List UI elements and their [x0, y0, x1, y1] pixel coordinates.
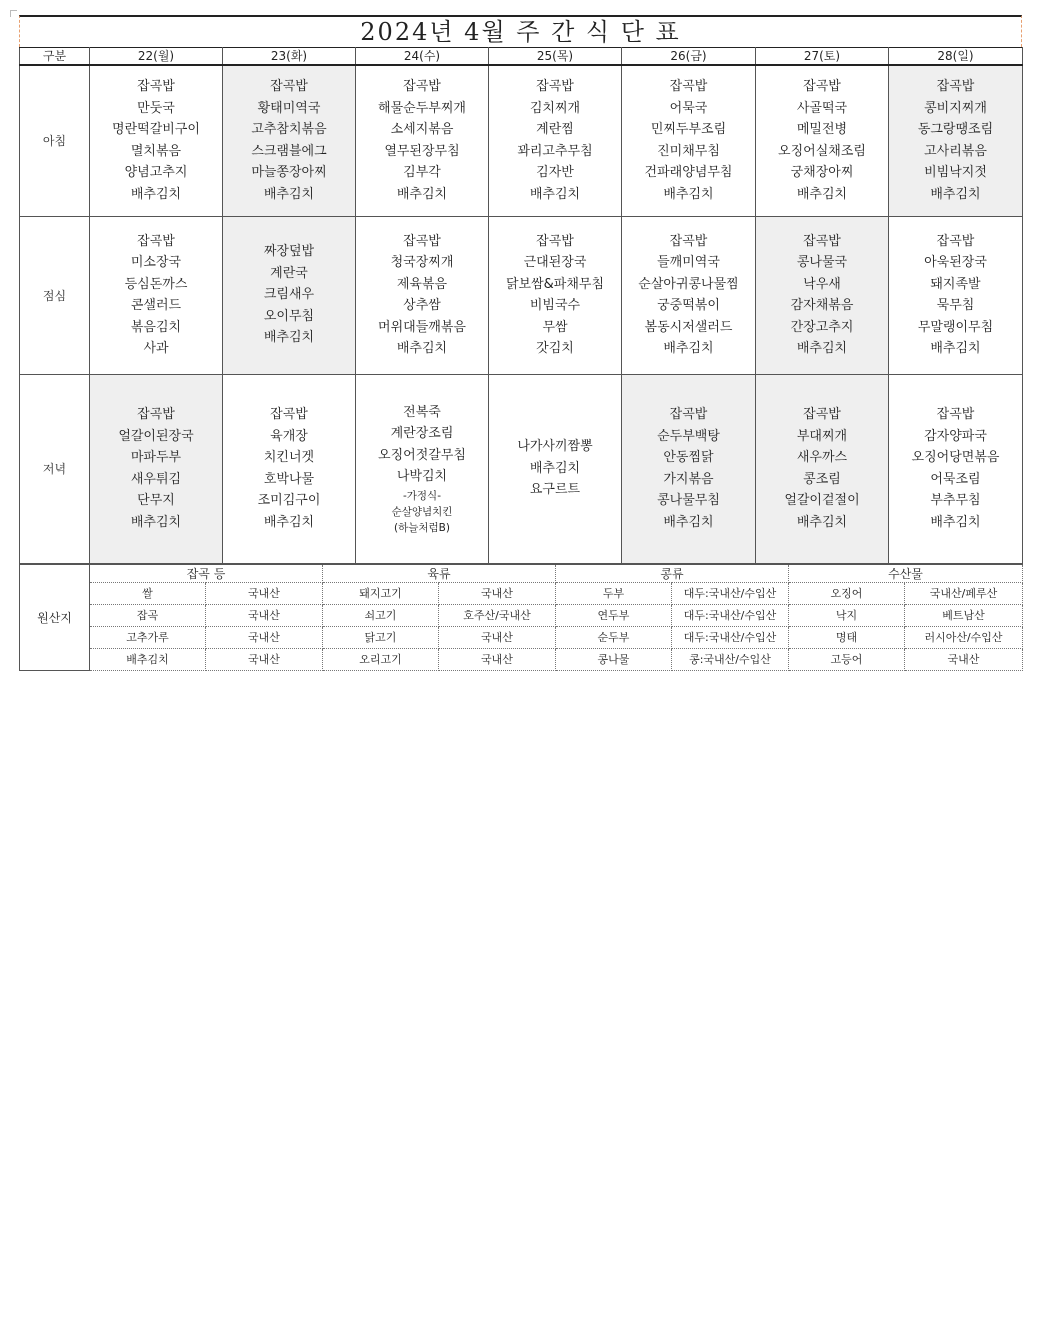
- page-title: 2024년 4월 주 간 식 단 표: [19, 15, 1022, 47]
- menu-item: 배추김치: [930, 514, 981, 530]
- day-header: 23(화): [223, 48, 356, 66]
- menu-cell: [756, 374, 889, 563]
- menu-item: 콩나물무침: [657, 493, 720, 508]
- origin-item: 잡곡: [90, 604, 206, 626]
- menu-item: 잡곡밥: [403, 233, 441, 249]
- origin-country: 대두:국내산/수입산: [672, 582, 789, 604]
- menu-item: 오이무침: [263, 308, 315, 324]
- menu-cell: [889, 216, 1023, 374]
- origin-country: 호주산/국내산: [439, 604, 556, 626]
- origin-item: 두부: [556, 582, 672, 604]
- menu-item: 배추김치: [263, 330, 315, 346]
- menu-item: 멸치볶음: [130, 143, 182, 159]
- origin-country: 국내산: [905, 648, 1023, 670]
- day-header: 24(수): [356, 48, 489, 66]
- origin-item: 연두부: [556, 604, 672, 626]
- menu-item: 잡곡밥: [669, 79, 708, 95]
- menu-item: 새우튀김: [130, 471, 182, 487]
- origin-category: 육류: [323, 564, 556, 582]
- menu-item: 잡곡밥: [137, 79, 175, 95]
- menu-item: 해물순두부찌개: [378, 100, 466, 116]
- menu-item: 잡곡밥: [936, 233, 975, 249]
- menu-item: 잡곡밥: [536, 233, 574, 249]
- origin-item: 쌀: [90, 582, 206, 604]
- origin-item: 쇠고기: [323, 604, 439, 626]
- menu-item: 오징어실채조림: [778, 143, 866, 159]
- menu-item: 들깨미역국: [657, 255, 720, 270]
- meal-label-breakfast: 아침: [20, 65, 90, 216]
- menu-item: 닭보쌈&파채무침: [505, 276, 605, 292]
- menu-item: 돼지족발: [930, 276, 981, 292]
- origin-row: [20, 648, 1023, 670]
- origin-item: 닭고기: [323, 626, 439, 648]
- origin-item: 콩나물: [556, 648, 672, 670]
- menu-item: 궁채장아찌: [790, 165, 854, 181]
- menu-item: 잡곡밥: [270, 407, 308, 422]
- menu-item: 배추김치: [930, 186, 981, 202]
- menu-item: 비빔국수: [529, 298, 581, 313]
- weekly-menu-table: [19, 47, 1023, 564]
- menu-cell: [356, 216, 489, 374]
- day-header: 28(일): [889, 48, 1023, 66]
- origin-country: 러시아산/수입산: [905, 626, 1023, 648]
- origin-country: 국내산/페루산: [905, 582, 1023, 604]
- breakfast-row: [20, 65, 1023, 216]
- menu-item: 오징어당면볶음: [911, 450, 1000, 465]
- day-header: 22(월): [90, 48, 223, 66]
- menu-item: 잡곡밥: [137, 407, 175, 422]
- menu-sheet: [19, 15, 1022, 671]
- menu-item: 무쌈: [542, 319, 568, 335]
- menu-item: 오징어젓갈무침: [378, 447, 466, 463]
- origin-category-row: [20, 564, 1023, 582]
- menu-item: 계란찜: [536, 122, 574, 138]
- origin-item: 오징어: [789, 582, 905, 604]
- menu-item: 등심돈까스: [124, 276, 188, 292]
- menu-item: 어묵국: [669, 100, 708, 116]
- menu-item: 열무된장무침: [384, 143, 460, 159]
- menu-item: 김부각: [403, 165, 441, 181]
- menu-cell: [356, 65, 489, 216]
- menu-cell: [756, 65, 889, 216]
- menu-item: 잡곡밥: [536, 79, 574, 95]
- origin-item: 배추김치: [90, 648, 206, 670]
- origin-country: 국내산: [439, 582, 556, 604]
- menu-item: 양념고추지: [124, 165, 188, 181]
- menu-item: 콘샐러드: [130, 298, 182, 313]
- menu-item: 배추김치: [396, 341, 448, 356]
- origin-country: 콩:국내산/수입산: [672, 648, 789, 670]
- menu-item: 조미김구이: [257, 493, 321, 508]
- menu-item: 계란국: [270, 265, 308, 281]
- menu-item: 부추무침: [930, 493, 981, 508]
- menu-item: 명란떡갈비구이: [112, 122, 200, 138]
- menu-item: 단무지: [137, 493, 175, 508]
- menu-item: 배추김치: [263, 514, 315, 530]
- menu-item: 김치찌개: [529, 100, 581, 116]
- menu-note: 순살양념치킨: [391, 505, 453, 518]
- category-header: 구분: [20, 48, 90, 66]
- menu-cell: [489, 374, 622, 563]
- menu-item: 부대찌개: [796, 428, 848, 444]
- menu-item: 상추쌈: [403, 298, 441, 313]
- menu-item: 근대된장국: [523, 255, 587, 270]
- menu-item: 고사리볶음: [924, 143, 987, 159]
- menu-item: 소세지볶음: [390, 122, 454, 138]
- menu-item: 민찌두부조림: [650, 122, 727, 138]
- menu-item: 배추김치: [796, 514, 848, 530]
- menu-item: 갓김치: [536, 341, 574, 356]
- menu-item: 잡곡밥: [270, 79, 308, 95]
- menu-item: 감자채볶음: [790, 298, 854, 313]
- menu-item: 나가사끼짬뽕: [517, 439, 593, 455]
- menu-item: 김자반: [536, 165, 574, 181]
- menu-item: 잡곡밥: [403, 79, 441, 95]
- menu-item: 배추김치: [663, 514, 714, 530]
- menu-item: 아욱된장국: [924, 255, 987, 270]
- origin-country: 대두:국내산/수입산: [672, 626, 789, 648]
- menu-item: 요구르트: [529, 482, 581, 498]
- menu-item: 짜장덮밥: [263, 244, 315, 260]
- menu-item: 어묵조림: [930, 471, 981, 487]
- menu-item: 배추김치: [130, 186, 182, 202]
- origin-item: 명태: [789, 626, 905, 648]
- menu-item: 순살아귀콩나물찜: [638, 276, 739, 292]
- menu-item: 낙우새: [803, 276, 841, 292]
- origin-country: 국내산: [439, 626, 556, 648]
- menu-cell: [489, 65, 622, 216]
- menu-item: 배추김치: [529, 186, 581, 202]
- menu-item: 무말랭이무침: [917, 319, 994, 335]
- menu-item: 잡곡밥: [936, 79, 975, 95]
- menu-item: 건파래양념무침: [644, 165, 733, 181]
- menu-item: 순두부백탕: [657, 428, 720, 444]
- origin-country: 국내산: [206, 648, 323, 670]
- menu-item: 잡곡밥: [669, 407, 708, 422]
- menu-item: 미소장국: [130, 255, 182, 270]
- menu-item: 배추김치: [796, 186, 848, 202]
- menu-item: 새우까스: [796, 450, 848, 465]
- menu-item: 치킨너겟: [263, 450, 315, 465]
- menu-item: 꽈리고추무침: [517, 143, 593, 159]
- menu-cell: [622, 374, 756, 563]
- menu-cell: [622, 216, 756, 374]
- menu-item: 얼갈이겉절이: [784, 493, 860, 508]
- menu-item: 잡곡밥: [803, 79, 841, 95]
- menu-item: 봄동시저샐러드: [644, 319, 733, 335]
- origin-item: 오리고기: [323, 648, 439, 670]
- menu-item: 묵무침: [936, 298, 975, 313]
- menu-item: 사과: [143, 341, 169, 356]
- menu-item: 동그랑땡조림: [917, 122, 994, 138]
- menu-cell: [223, 216, 356, 374]
- menu-item: 육개장: [270, 428, 308, 444]
- menu-item: 메밀전병: [796, 122, 848, 138]
- menu-item: 사골떡국: [796, 100, 848, 116]
- origin-item: 돼지고기: [323, 582, 439, 604]
- menu-item: 배추김치: [663, 186, 714, 202]
- menu-item: 배추김치: [396, 186, 448, 202]
- origin-label: 원산지: [20, 564, 90, 670]
- menu-note: (하늘처럼B): [394, 521, 450, 534]
- menu-item: 고추참치볶음: [251, 122, 327, 138]
- menu-item: 비빔낙지젓: [924, 165, 987, 181]
- menu-item: 콩비지찌개: [924, 100, 987, 116]
- menu-item: 마늘쫑장아찌: [251, 165, 327, 181]
- menu-item: 호박나물: [263, 471, 315, 487]
- menu-cell: [489, 216, 622, 374]
- origin-item: 고등어: [789, 648, 905, 670]
- menu-cell: [90, 65, 223, 216]
- menu-item: 콩조림: [803, 471, 841, 487]
- origin-category: 수산물: [789, 564, 1023, 582]
- menu-item: 머위대들깨볶음: [378, 319, 466, 335]
- menu-item: 가지볶음: [663, 471, 714, 487]
- menu-cell: [889, 65, 1023, 216]
- menu-item: 안동찜닭: [663, 450, 714, 465]
- menu-item: 얼갈이된장국: [118, 428, 194, 444]
- menu-cell: [223, 65, 356, 216]
- menu-item: 계란장조림: [390, 426, 454, 441]
- menu-item: 배추김치: [930, 341, 981, 356]
- origin-item: 고추가루: [90, 626, 206, 648]
- menu-item: 콩나물국: [796, 255, 848, 270]
- menu-item: 제육볶음: [396, 276, 448, 292]
- menu-cell: [356, 374, 489, 563]
- menu-item: 잡곡밥: [803, 233, 841, 249]
- origin-country: 대두:국내산/수입산: [672, 604, 789, 626]
- origin-country: 국내산: [206, 582, 323, 604]
- origin-table: [19, 564, 1023, 671]
- menu-item: 잡곡밥: [669, 233, 708, 249]
- origin-row: [20, 604, 1023, 626]
- origin-country: 국내산: [206, 604, 323, 626]
- origin-category: 잡곡 등: [90, 564, 323, 582]
- menu-cell: [90, 374, 223, 563]
- menu-item: 볶음김치: [130, 319, 182, 335]
- menu-item: 배추김치: [263, 186, 315, 202]
- origin-item: 순두부: [556, 626, 672, 648]
- origin-row: [20, 626, 1023, 648]
- header-row: [20, 48, 1023, 66]
- meal-label-dinner: 저녁: [20, 374, 90, 563]
- menu-item: 잡곡밥: [803, 407, 841, 422]
- menu-item: 배추김치: [796, 341, 848, 356]
- menu-item: 감자양파국: [924, 428, 987, 444]
- origin-country: 국내산: [439, 648, 556, 670]
- menu-item: 나박김치: [396, 469, 448, 484]
- menu-item: 잡곡밥: [137, 233, 175, 249]
- origin-category: 콩류: [556, 564, 789, 582]
- origin-country: 국내산: [206, 626, 323, 648]
- menu-item: 배추김치: [130, 514, 182, 530]
- menu-item: 스크램블에그: [251, 143, 327, 159]
- menu-item: 간장고추지: [790, 319, 854, 335]
- meal-label-lunch: 점심: [20, 216, 90, 374]
- menu-cell: [223, 374, 356, 563]
- menu-item: 배추김치: [663, 341, 714, 356]
- page-corner-mark: [10, 10, 17, 17]
- day-header: 25(목): [489, 48, 622, 66]
- menu-cell: [889, 374, 1023, 563]
- day-header: 27(토): [756, 48, 889, 66]
- menu-item: 궁중떡볶이: [657, 298, 720, 313]
- menu-cell: [90, 216, 223, 374]
- menu-item: 황태미역국: [257, 100, 321, 116]
- origin-country: 베트남산: [905, 604, 1023, 626]
- menu-note: -가정식-: [402, 489, 441, 502]
- menu-cell: [622, 65, 756, 216]
- menu-item: 잡곡밥: [936, 407, 975, 422]
- menu-item: 진미채무침: [657, 143, 720, 159]
- origin-row: [20, 582, 1023, 604]
- menu-item: 청국장찌개: [390, 255, 454, 270]
- day-header: 26(금): [622, 48, 756, 66]
- menu-item: 전복죽: [403, 404, 441, 420]
- dinner-row: [20, 374, 1023, 563]
- origin-item: 낙지: [789, 604, 905, 626]
- menu-cell: [756, 216, 889, 374]
- menu-item: 배추김치: [529, 460, 581, 476]
- lunch-row: [20, 216, 1023, 374]
- menu-item: 마파두부: [130, 450, 182, 465]
- menu-item: 만둣국: [137, 100, 175, 116]
- menu-item: 크림새우: [263, 287, 315, 303]
